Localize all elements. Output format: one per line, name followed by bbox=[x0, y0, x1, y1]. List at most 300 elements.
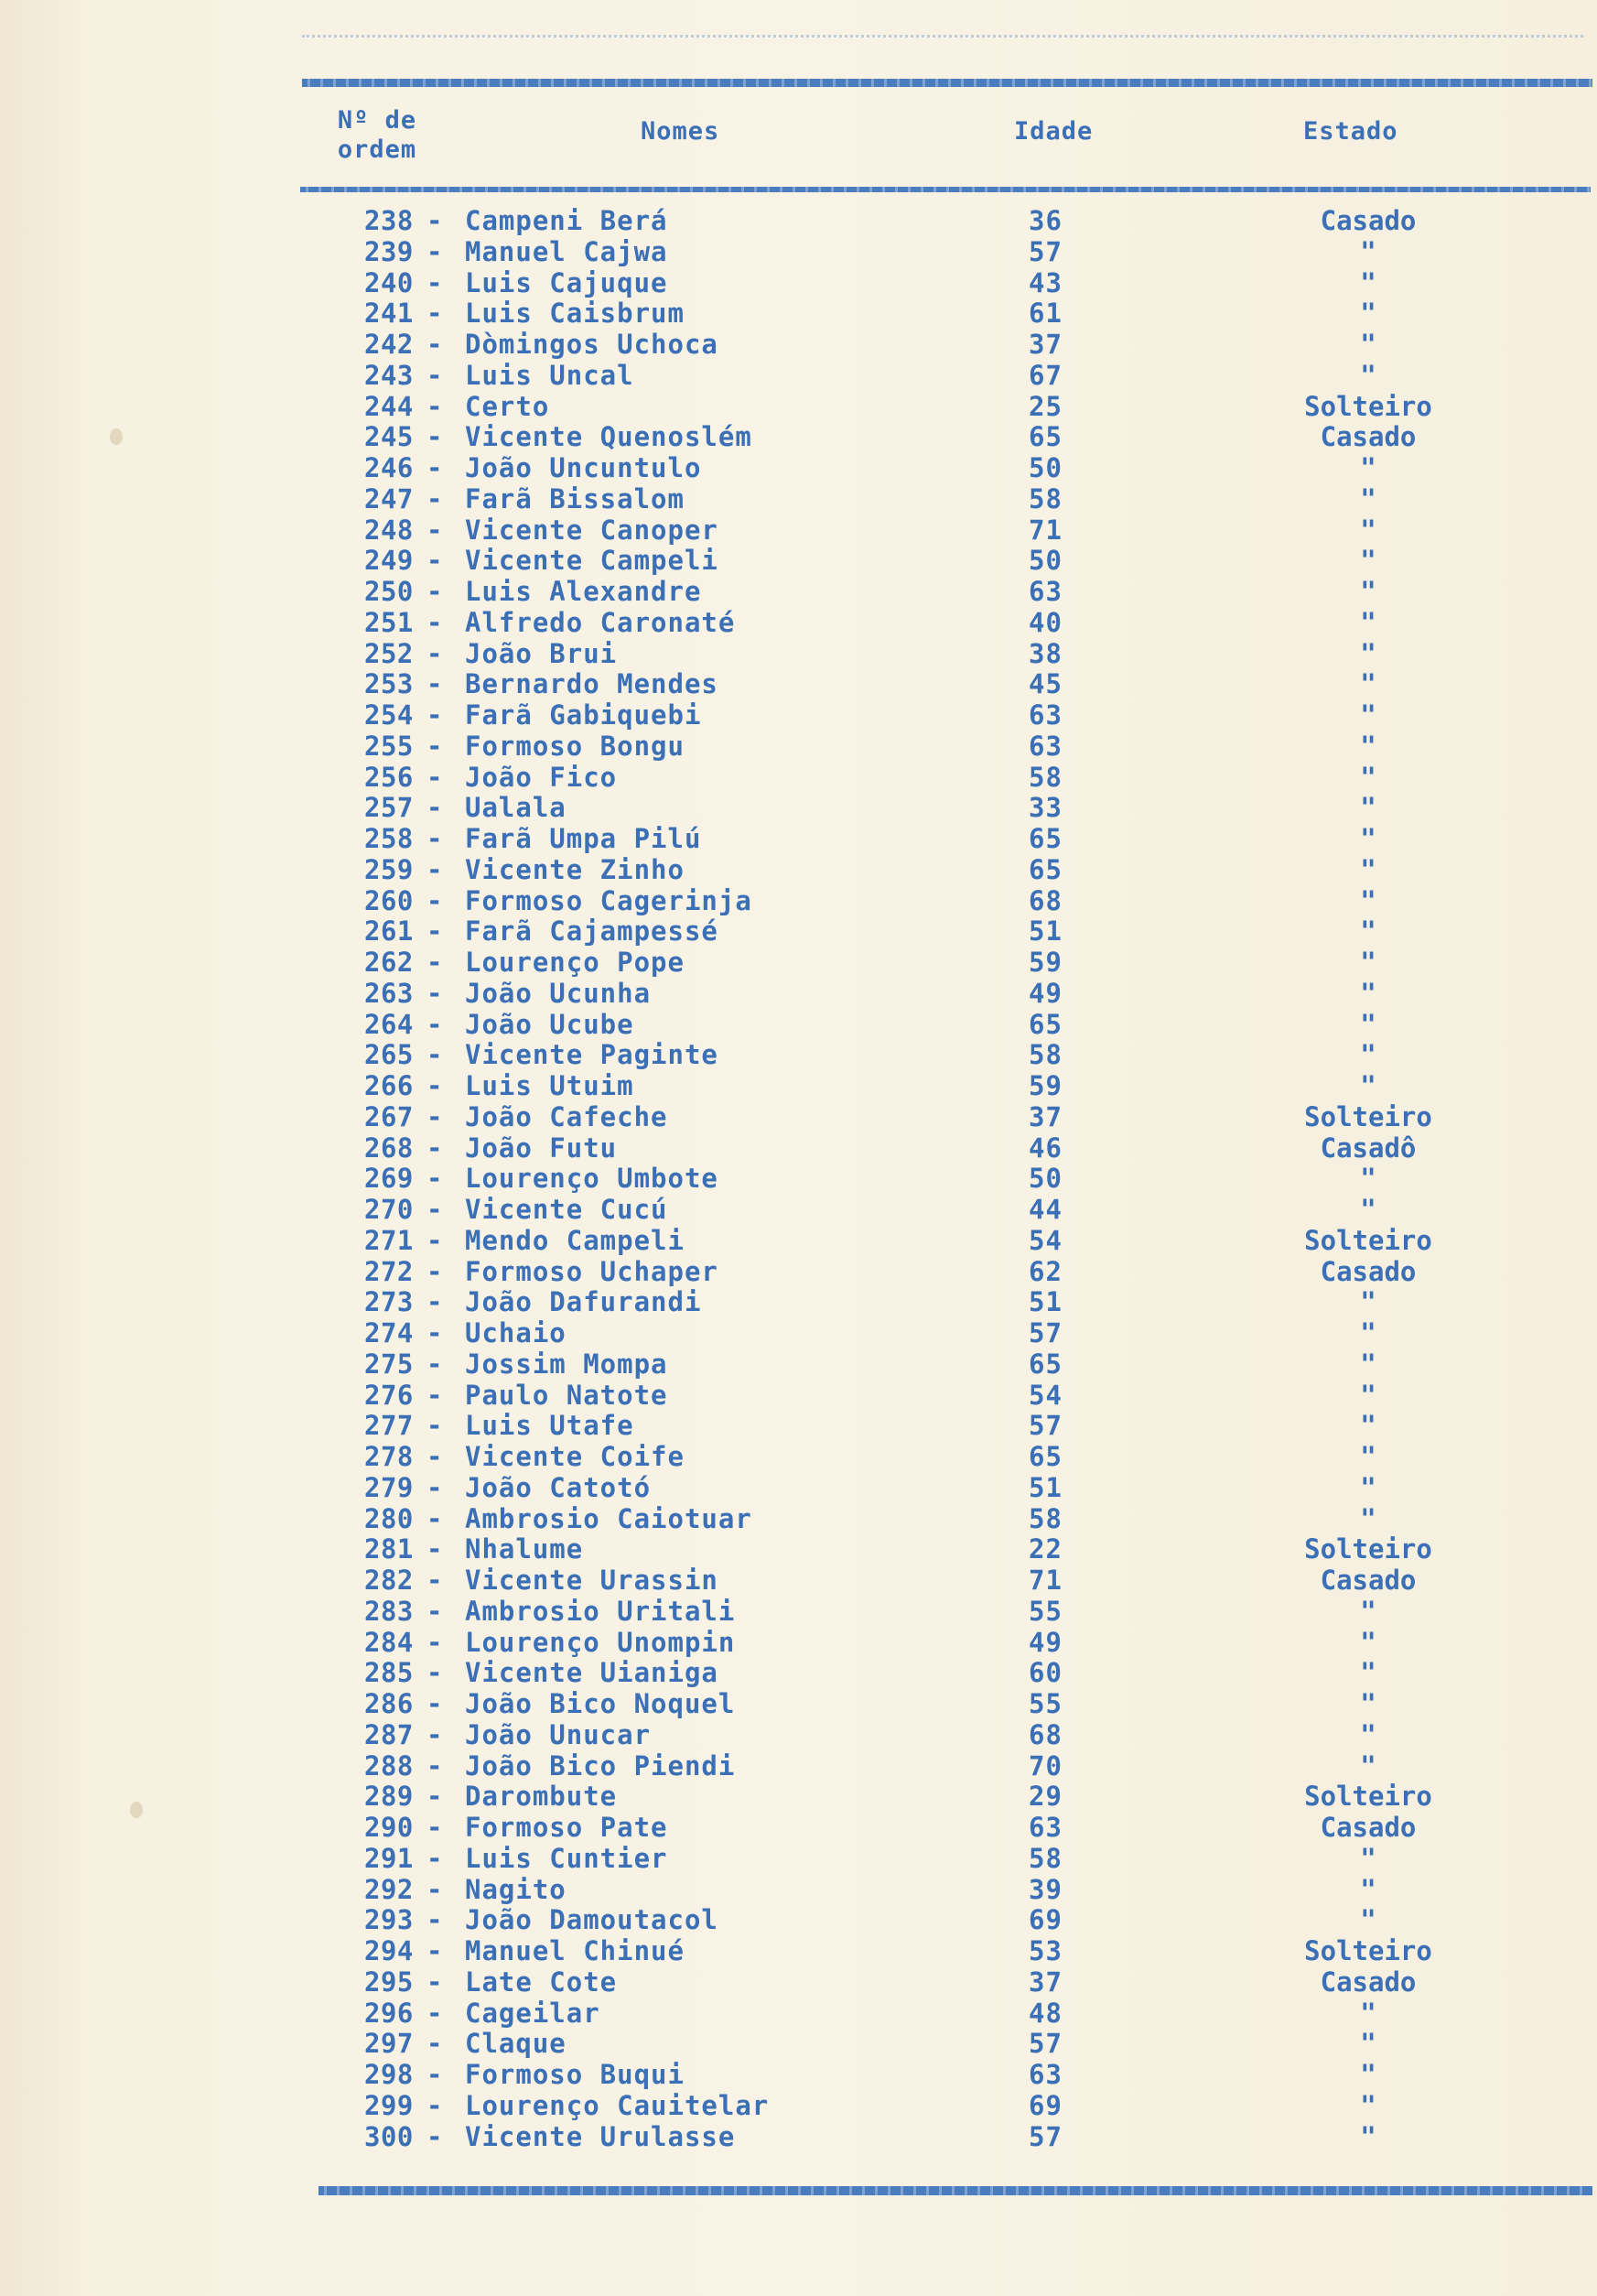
row-age: 68 bbox=[1029, 1718, 1063, 1750]
row-name: João Unucar bbox=[465, 1718, 652, 1750]
table-row bbox=[0, 1441, 1597, 1472]
row-name: Formoso Pate bbox=[465, 1812, 668, 1843]
table-row bbox=[0, 1380, 1597, 1411]
row-age: 53 bbox=[1029, 1935, 1063, 1966]
table-row bbox=[0, 1286, 1597, 1317]
row-age: 25 bbox=[1029, 390, 1063, 422]
row-dash-separator: - bbox=[426, 2059, 443, 2090]
table-row bbox=[0, 699, 1597, 731]
row-dash-separator: - bbox=[426, 2089, 443, 2121]
row-number: 240 bbox=[364, 266, 414, 298]
row-number: 259 bbox=[364, 853, 414, 885]
row-estado: Solteiro bbox=[1304, 1533, 1432, 1565]
row-dash-separator: - bbox=[426, 1873, 443, 1905]
row-name: Farã Bissalom bbox=[465, 482, 685, 514]
row-dash-separator: - bbox=[426, 977, 443, 1009]
row-estado: " bbox=[1360, 884, 1376, 916]
row-number: 250 bbox=[364, 576, 414, 607]
row-name: Manuel Chinué bbox=[465, 1935, 685, 1966]
row-name: Luis Utafe bbox=[465, 1410, 634, 1442]
row-estado: " bbox=[1360, 1317, 1376, 1348]
row-estado: " bbox=[1360, 514, 1376, 546]
row-age: 58 bbox=[1029, 482, 1063, 514]
top-rule bbox=[302, 79, 1592, 87]
row-estado: " bbox=[1360, 1348, 1376, 1380]
row-dash-separator: - bbox=[426, 576, 443, 607]
row-name: João Catotó bbox=[465, 1471, 652, 1503]
row-age: 57 bbox=[1029, 2120, 1063, 2152]
row-name: Ambrosio Uritali bbox=[465, 1595, 736, 1627]
row-estado: " bbox=[1360, 761, 1376, 793]
row-name: João Futu bbox=[465, 1132, 618, 1164]
table-row bbox=[0, 545, 1597, 576]
row-estado: " bbox=[1360, 329, 1376, 360]
row-name: Lourenço Cauitelar bbox=[465, 2089, 770, 2121]
row-dash-separator: - bbox=[426, 1317, 443, 1348]
row-estado: " bbox=[1360, 853, 1376, 885]
row-dash-separator: - bbox=[426, 1904, 443, 1936]
row-age: 49 bbox=[1029, 1626, 1063, 1658]
row-number: 284 bbox=[364, 1626, 414, 1658]
row-estado: " bbox=[1360, 1194, 1376, 1225]
row-number: 299 bbox=[364, 2089, 414, 2121]
table-row bbox=[0, 854, 1597, 885]
row-age: 49 bbox=[1029, 977, 1063, 1009]
table-row bbox=[0, 576, 1597, 607]
row-number: 269 bbox=[364, 1163, 414, 1195]
row-estado: " bbox=[1360, 359, 1376, 391]
row-name: Vicente Coife bbox=[465, 1441, 685, 1472]
row-dash-separator: - bbox=[426, 1008, 443, 1040]
row-number: 258 bbox=[364, 823, 414, 854]
row-number: 242 bbox=[364, 329, 414, 360]
row-age: 22 bbox=[1029, 1533, 1063, 1565]
row-estado: " bbox=[1360, 1039, 1376, 1071]
row-age: 37 bbox=[1029, 1100, 1063, 1132]
table-row bbox=[0, 823, 1597, 854]
row-estado: " bbox=[1360, 235, 1376, 267]
row-estado: " bbox=[1360, 2120, 1376, 2152]
row-dash-separator: - bbox=[426, 298, 443, 330]
table-row bbox=[0, 298, 1597, 329]
row-number: 239 bbox=[364, 235, 414, 267]
table-row bbox=[0, 1998, 1597, 2029]
row-dash-separator: - bbox=[426, 1657, 443, 1689]
row-name: Luis Utuim bbox=[465, 1070, 634, 1101]
row-name: Vicente Uianiga bbox=[465, 1657, 718, 1689]
row-number: 273 bbox=[364, 1286, 414, 1318]
row-number: 276 bbox=[364, 1379, 414, 1411]
row-estado: Solteiro bbox=[1304, 1224, 1432, 1256]
row-estado: Casado bbox=[1320, 1255, 1417, 1287]
row-estado: Casado bbox=[1320, 1565, 1417, 1596]
row-dash-separator: - bbox=[426, 1781, 443, 1813]
row-estado: " bbox=[1360, 637, 1376, 669]
row-name: Farã Umpa Pilú bbox=[465, 823, 702, 854]
row-dash-separator: - bbox=[426, 1812, 443, 1843]
row-number: 291 bbox=[364, 1842, 414, 1874]
row-age: 36 bbox=[1029, 205, 1063, 236]
top-dotted-line bbox=[302, 35, 1583, 41]
row-age: 55 bbox=[1029, 1595, 1063, 1627]
row-estado: " bbox=[1360, 1008, 1376, 1040]
row-number: 243 bbox=[364, 359, 414, 391]
row-number: 293 bbox=[364, 1904, 414, 1936]
row-estado: " bbox=[1360, 1873, 1376, 1905]
row-dash-separator: - bbox=[426, 1194, 443, 1225]
table-row bbox=[0, 1565, 1597, 1596]
row-estado: Casado bbox=[1320, 1812, 1417, 1843]
row-estado: " bbox=[1360, 452, 1376, 483]
row-estado: " bbox=[1360, 606, 1376, 638]
row-age: 55 bbox=[1029, 1688, 1063, 1719]
table-row bbox=[0, 267, 1597, 298]
row-name: Certo bbox=[465, 390, 550, 422]
row-age: 65 bbox=[1029, 853, 1063, 885]
row-name: Formoso Bongu bbox=[465, 730, 685, 762]
row-estado: Solteiro bbox=[1304, 1100, 1432, 1132]
row-name: Vicente Cucú bbox=[465, 1194, 668, 1225]
row-number: 261 bbox=[364, 915, 414, 948]
row-number: 278 bbox=[364, 1441, 414, 1472]
table-row bbox=[0, 1688, 1597, 1719]
row-number: 297 bbox=[364, 2028, 414, 2060]
table-row bbox=[0, 1596, 1597, 1627]
row-number: 268 bbox=[364, 1132, 414, 1164]
row-name: João Uncuntulo bbox=[465, 452, 702, 483]
row-age: 58 bbox=[1029, 1039, 1063, 1071]
row-dash-separator: - bbox=[426, 1348, 443, 1380]
row-dash-separator: - bbox=[426, 761, 443, 793]
row-dash-separator: - bbox=[426, 1070, 443, 1101]
row-age: 40 bbox=[1029, 606, 1063, 638]
header-ordem bbox=[331, 106, 423, 165]
row-age: 69 bbox=[1029, 2089, 1063, 2121]
row-age: 51 bbox=[1029, 1471, 1063, 1503]
header-ordem-line1: Nº de bbox=[337, 106, 417, 135]
row-estado: " bbox=[1360, 2028, 1376, 2060]
row-dash-separator: - bbox=[426, 452, 443, 483]
row-name: Farã Cajampessé bbox=[465, 915, 718, 948]
row-number: 266 bbox=[364, 1070, 414, 1101]
row-name: Vicente Urassin bbox=[465, 1565, 718, 1596]
table-row bbox=[0, 1348, 1597, 1380]
row-number: 275 bbox=[364, 1348, 414, 1380]
row-dash-separator: - bbox=[426, 1286, 443, 1318]
row-number: 286 bbox=[364, 1688, 414, 1719]
row-number: 287 bbox=[364, 1718, 414, 1750]
row-number: 290 bbox=[364, 1812, 414, 1843]
row-estado: " bbox=[1360, 1163, 1376, 1195]
table-row bbox=[0, 1009, 1597, 1040]
row-number: 272 bbox=[364, 1255, 414, 1287]
row-name: Campeni Berá bbox=[465, 205, 668, 236]
row-name: Lourenço Pope bbox=[465, 947, 685, 978]
row-dash-separator: - bbox=[426, 2120, 443, 2152]
row-number: 277 bbox=[364, 1410, 414, 1442]
table-row bbox=[0, 1410, 1597, 1441]
row-name: Nhalume bbox=[465, 1533, 584, 1565]
row-name: João Damoutacol bbox=[465, 1904, 718, 1936]
row-age: 67 bbox=[1029, 359, 1063, 391]
row-dash-separator: - bbox=[426, 1718, 443, 1750]
table-row bbox=[0, 1627, 1597, 1658]
row-number: 281 bbox=[364, 1533, 414, 1565]
row-age: 59 bbox=[1029, 947, 1063, 978]
row-age: 58 bbox=[1029, 761, 1063, 793]
table-row bbox=[0, 762, 1597, 793]
row-name: Luis Alexandre bbox=[465, 576, 702, 607]
row-age: 63 bbox=[1029, 2059, 1063, 2090]
row-estado: " bbox=[1360, 1502, 1376, 1534]
row-estado: " bbox=[1360, 266, 1376, 298]
row-name: João Bico Piendi bbox=[465, 1749, 736, 1782]
row-number: 295 bbox=[364, 1966, 414, 1998]
row-number: 280 bbox=[364, 1502, 414, 1534]
row-age: 61 bbox=[1029, 298, 1063, 330]
table-row bbox=[0, 638, 1597, 669]
row-estado: " bbox=[1360, 576, 1376, 607]
row-name: Claque bbox=[465, 2028, 567, 2060]
row-age: 65 bbox=[1029, 1348, 1063, 1380]
header-idade: Idade bbox=[1014, 117, 1094, 146]
row-dash-separator: - bbox=[426, 329, 443, 360]
row-age: 62 bbox=[1029, 1255, 1063, 1287]
row-number: 285 bbox=[364, 1657, 414, 1689]
row-dash-separator: - bbox=[426, 1749, 443, 1782]
row-name: Luis Uncal bbox=[465, 359, 634, 391]
row-number: 252 bbox=[364, 637, 414, 669]
table-row bbox=[0, 1101, 1597, 1132]
row-number: 257 bbox=[364, 792, 414, 824]
row-estado: " bbox=[1360, 1904, 1376, 1936]
row-name: Formoso Uchaper bbox=[465, 1255, 718, 1287]
table-row bbox=[0, 1039, 1597, 1070]
table-row bbox=[0, 391, 1597, 422]
row-number: 289 bbox=[364, 1781, 414, 1813]
table-row bbox=[0, 1843, 1597, 1874]
row-estado: " bbox=[1360, 545, 1376, 577]
table-row bbox=[0, 731, 1597, 762]
row-age: 63 bbox=[1029, 576, 1063, 607]
row-age: 65 bbox=[1029, 421, 1063, 453]
row-dash-separator: - bbox=[426, 915, 443, 948]
row-number: 262 bbox=[364, 947, 414, 978]
row-number: 300 bbox=[364, 2120, 414, 2152]
row-estado: Solteiro bbox=[1304, 390, 1432, 422]
row-age: 54 bbox=[1029, 1224, 1063, 1256]
row-dash-separator: - bbox=[426, 266, 443, 298]
table-row bbox=[0, 1503, 1597, 1534]
row-estado: " bbox=[1360, 792, 1376, 824]
row-estado: " bbox=[1360, 1379, 1376, 1411]
row-age: 69 bbox=[1029, 1904, 1063, 1936]
row-age: 51 bbox=[1029, 1286, 1063, 1318]
row-name: Cageilar bbox=[465, 1997, 600, 2029]
row-dash-separator: - bbox=[426, 792, 443, 824]
row-number: 260 bbox=[364, 884, 414, 916]
row-number: 282 bbox=[364, 1565, 414, 1596]
row-name: João Bico Noquel bbox=[465, 1688, 736, 1719]
row-name: Alfredo Caronaté bbox=[465, 606, 736, 638]
table-row bbox=[0, 978, 1597, 1009]
row-dash-separator: - bbox=[426, 1966, 443, 1998]
row-dash-separator: - bbox=[426, 1997, 443, 2029]
row-age: 39 bbox=[1029, 1873, 1063, 1905]
table-row bbox=[0, 947, 1597, 978]
row-age: 54 bbox=[1029, 1379, 1063, 1411]
row-number: 288 bbox=[364, 1749, 414, 1782]
table-row bbox=[0, 2028, 1597, 2059]
table-row bbox=[0, 1657, 1597, 1688]
row-number: 298 bbox=[364, 2059, 414, 2090]
table-row bbox=[0, 1719, 1597, 1750]
row-name: Vicente Quenoslém bbox=[465, 421, 752, 453]
row-age: 70 bbox=[1029, 1749, 1063, 1782]
table-row bbox=[0, 668, 1597, 699]
row-estado: " bbox=[1360, 1595, 1376, 1627]
row-name: Luis Cajuque bbox=[465, 266, 668, 298]
row-name: Darombute bbox=[465, 1781, 618, 1813]
row-dash-separator: - bbox=[426, 853, 443, 885]
row-name: Luis Caisbrum bbox=[465, 298, 685, 330]
row-number: 274 bbox=[364, 1317, 414, 1348]
row-age: 71 bbox=[1029, 514, 1063, 546]
row-name: Dòmingos Uchoca bbox=[465, 329, 718, 360]
row-name: João Dafurandi bbox=[465, 1286, 702, 1318]
row-number: 238 bbox=[364, 205, 414, 236]
row-dash-separator: - bbox=[426, 1132, 443, 1164]
row-dash-separator: - bbox=[426, 699, 443, 731]
row-age: 60 bbox=[1029, 1657, 1063, 1689]
header-ordem-line2: ordem bbox=[337, 135, 417, 164]
row-dash-separator: - bbox=[426, 1842, 443, 1874]
row-estado: " bbox=[1360, 823, 1376, 854]
row-name: Formoso Buqui bbox=[465, 2059, 685, 2090]
row-number: 294 bbox=[364, 1935, 414, 1966]
row-dash-separator: - bbox=[426, 1688, 443, 1719]
table-row bbox=[0, 421, 1597, 452]
row-age: 50 bbox=[1029, 452, 1063, 483]
row-number: 241 bbox=[364, 298, 414, 330]
row-age: 57 bbox=[1029, 1317, 1063, 1348]
table-row bbox=[0, 514, 1597, 546]
row-age: 50 bbox=[1029, 1163, 1063, 1195]
row-dash-separator: - bbox=[426, 1163, 443, 1195]
row-name: Vicente Zinho bbox=[465, 853, 685, 885]
row-name: João Ucube bbox=[465, 1008, 634, 1040]
row-name: Formoso Cagerinja bbox=[465, 884, 752, 916]
row-age: 65 bbox=[1029, 1441, 1063, 1472]
row-estado: " bbox=[1360, 482, 1376, 514]
table-row bbox=[0, 607, 1597, 638]
row-estado: Casado bbox=[1320, 421, 1417, 453]
table-row bbox=[0, 792, 1597, 823]
header-nomes: Nomes bbox=[641, 117, 720, 146]
table-row bbox=[0, 1225, 1597, 1256]
row-estado: " bbox=[1360, 668, 1376, 700]
table-row bbox=[0, 1904, 1597, 1935]
row-estado: " bbox=[1360, 699, 1376, 731]
row-number: 296 bbox=[364, 1997, 414, 2029]
row-name: Vicente Canoper bbox=[465, 514, 718, 546]
row-age: 63 bbox=[1029, 730, 1063, 762]
row-estado: " bbox=[1360, 2089, 1376, 2121]
row-number: 251 bbox=[364, 606, 414, 638]
row-age: 51 bbox=[1029, 915, 1063, 948]
row-name: João Fico bbox=[465, 761, 618, 793]
row-name: Vicente Paginte bbox=[465, 1039, 718, 1071]
row-age: 43 bbox=[1029, 266, 1063, 298]
row-dash-separator: - bbox=[426, 1410, 443, 1442]
row-estado: " bbox=[1360, 977, 1376, 1009]
row-dash-separator: - bbox=[426, 1502, 443, 1534]
table-row bbox=[0, 1966, 1597, 1998]
row-name: Luis Cuntier bbox=[465, 1842, 668, 1874]
row-age: 65 bbox=[1029, 823, 1063, 854]
row-number: 263 bbox=[364, 977, 414, 1009]
table-row bbox=[0, 329, 1597, 360]
row-number: 267 bbox=[364, 1100, 414, 1132]
table-row bbox=[0, 1256, 1597, 1287]
row-dash-separator: - bbox=[426, 1565, 443, 1596]
row-name: Manuel Cajwa bbox=[465, 235, 668, 267]
table-row bbox=[0, 483, 1597, 514]
row-age: 50 bbox=[1029, 545, 1063, 577]
table-row bbox=[0, 2090, 1597, 2121]
row-estado: Casado bbox=[1320, 1966, 1417, 1998]
row-number: 254 bbox=[364, 699, 414, 731]
row-dash-separator: - bbox=[426, 1100, 443, 1132]
row-age: 29 bbox=[1029, 1781, 1063, 1813]
table-row bbox=[0, 236, 1597, 267]
row-estado: " bbox=[1360, 1657, 1376, 1689]
row-dash-separator: - bbox=[426, 1471, 443, 1503]
row-age: 37 bbox=[1029, 1966, 1063, 1998]
row-estado: " bbox=[1360, 1718, 1376, 1750]
table-row bbox=[0, 452, 1597, 483]
row-name: Late Cote bbox=[465, 1966, 618, 1998]
row-name: Uchaio bbox=[465, 1317, 567, 1348]
row-number: 283 bbox=[364, 1595, 414, 1627]
row-estado: " bbox=[1360, 730, 1376, 762]
row-age: 33 bbox=[1029, 792, 1063, 824]
row-number: 245 bbox=[364, 421, 414, 453]
row-name: João Cafeche bbox=[465, 1100, 668, 1132]
row-dash-separator: - bbox=[426, 1626, 443, 1658]
table-row bbox=[0, 360, 1597, 391]
row-age: 58 bbox=[1029, 1502, 1063, 1534]
row-estado: Casadô bbox=[1320, 1132, 1417, 1164]
row-estado: " bbox=[1360, 1441, 1376, 1472]
row-age: 63 bbox=[1029, 699, 1063, 731]
row-estado: " bbox=[1360, 915, 1376, 948]
row-age: 57 bbox=[1029, 1410, 1063, 1442]
row-age: 57 bbox=[1029, 235, 1063, 267]
row-age: 59 bbox=[1029, 1070, 1063, 1101]
row-name: Nagito bbox=[465, 1873, 567, 1905]
table-row bbox=[0, 1750, 1597, 1782]
row-age: 44 bbox=[1029, 1194, 1063, 1225]
row-dash-separator: - bbox=[426, 606, 443, 638]
table-row bbox=[0, 1812, 1597, 1843]
row-age: 68 bbox=[1029, 884, 1063, 916]
row-number: 265 bbox=[364, 1039, 414, 1071]
row-dash-separator: - bbox=[426, 205, 443, 236]
table-row bbox=[0, 1070, 1597, 1101]
row-dash-separator: - bbox=[426, 1255, 443, 1287]
row-name: Lourenço Unompin bbox=[465, 1626, 736, 1658]
